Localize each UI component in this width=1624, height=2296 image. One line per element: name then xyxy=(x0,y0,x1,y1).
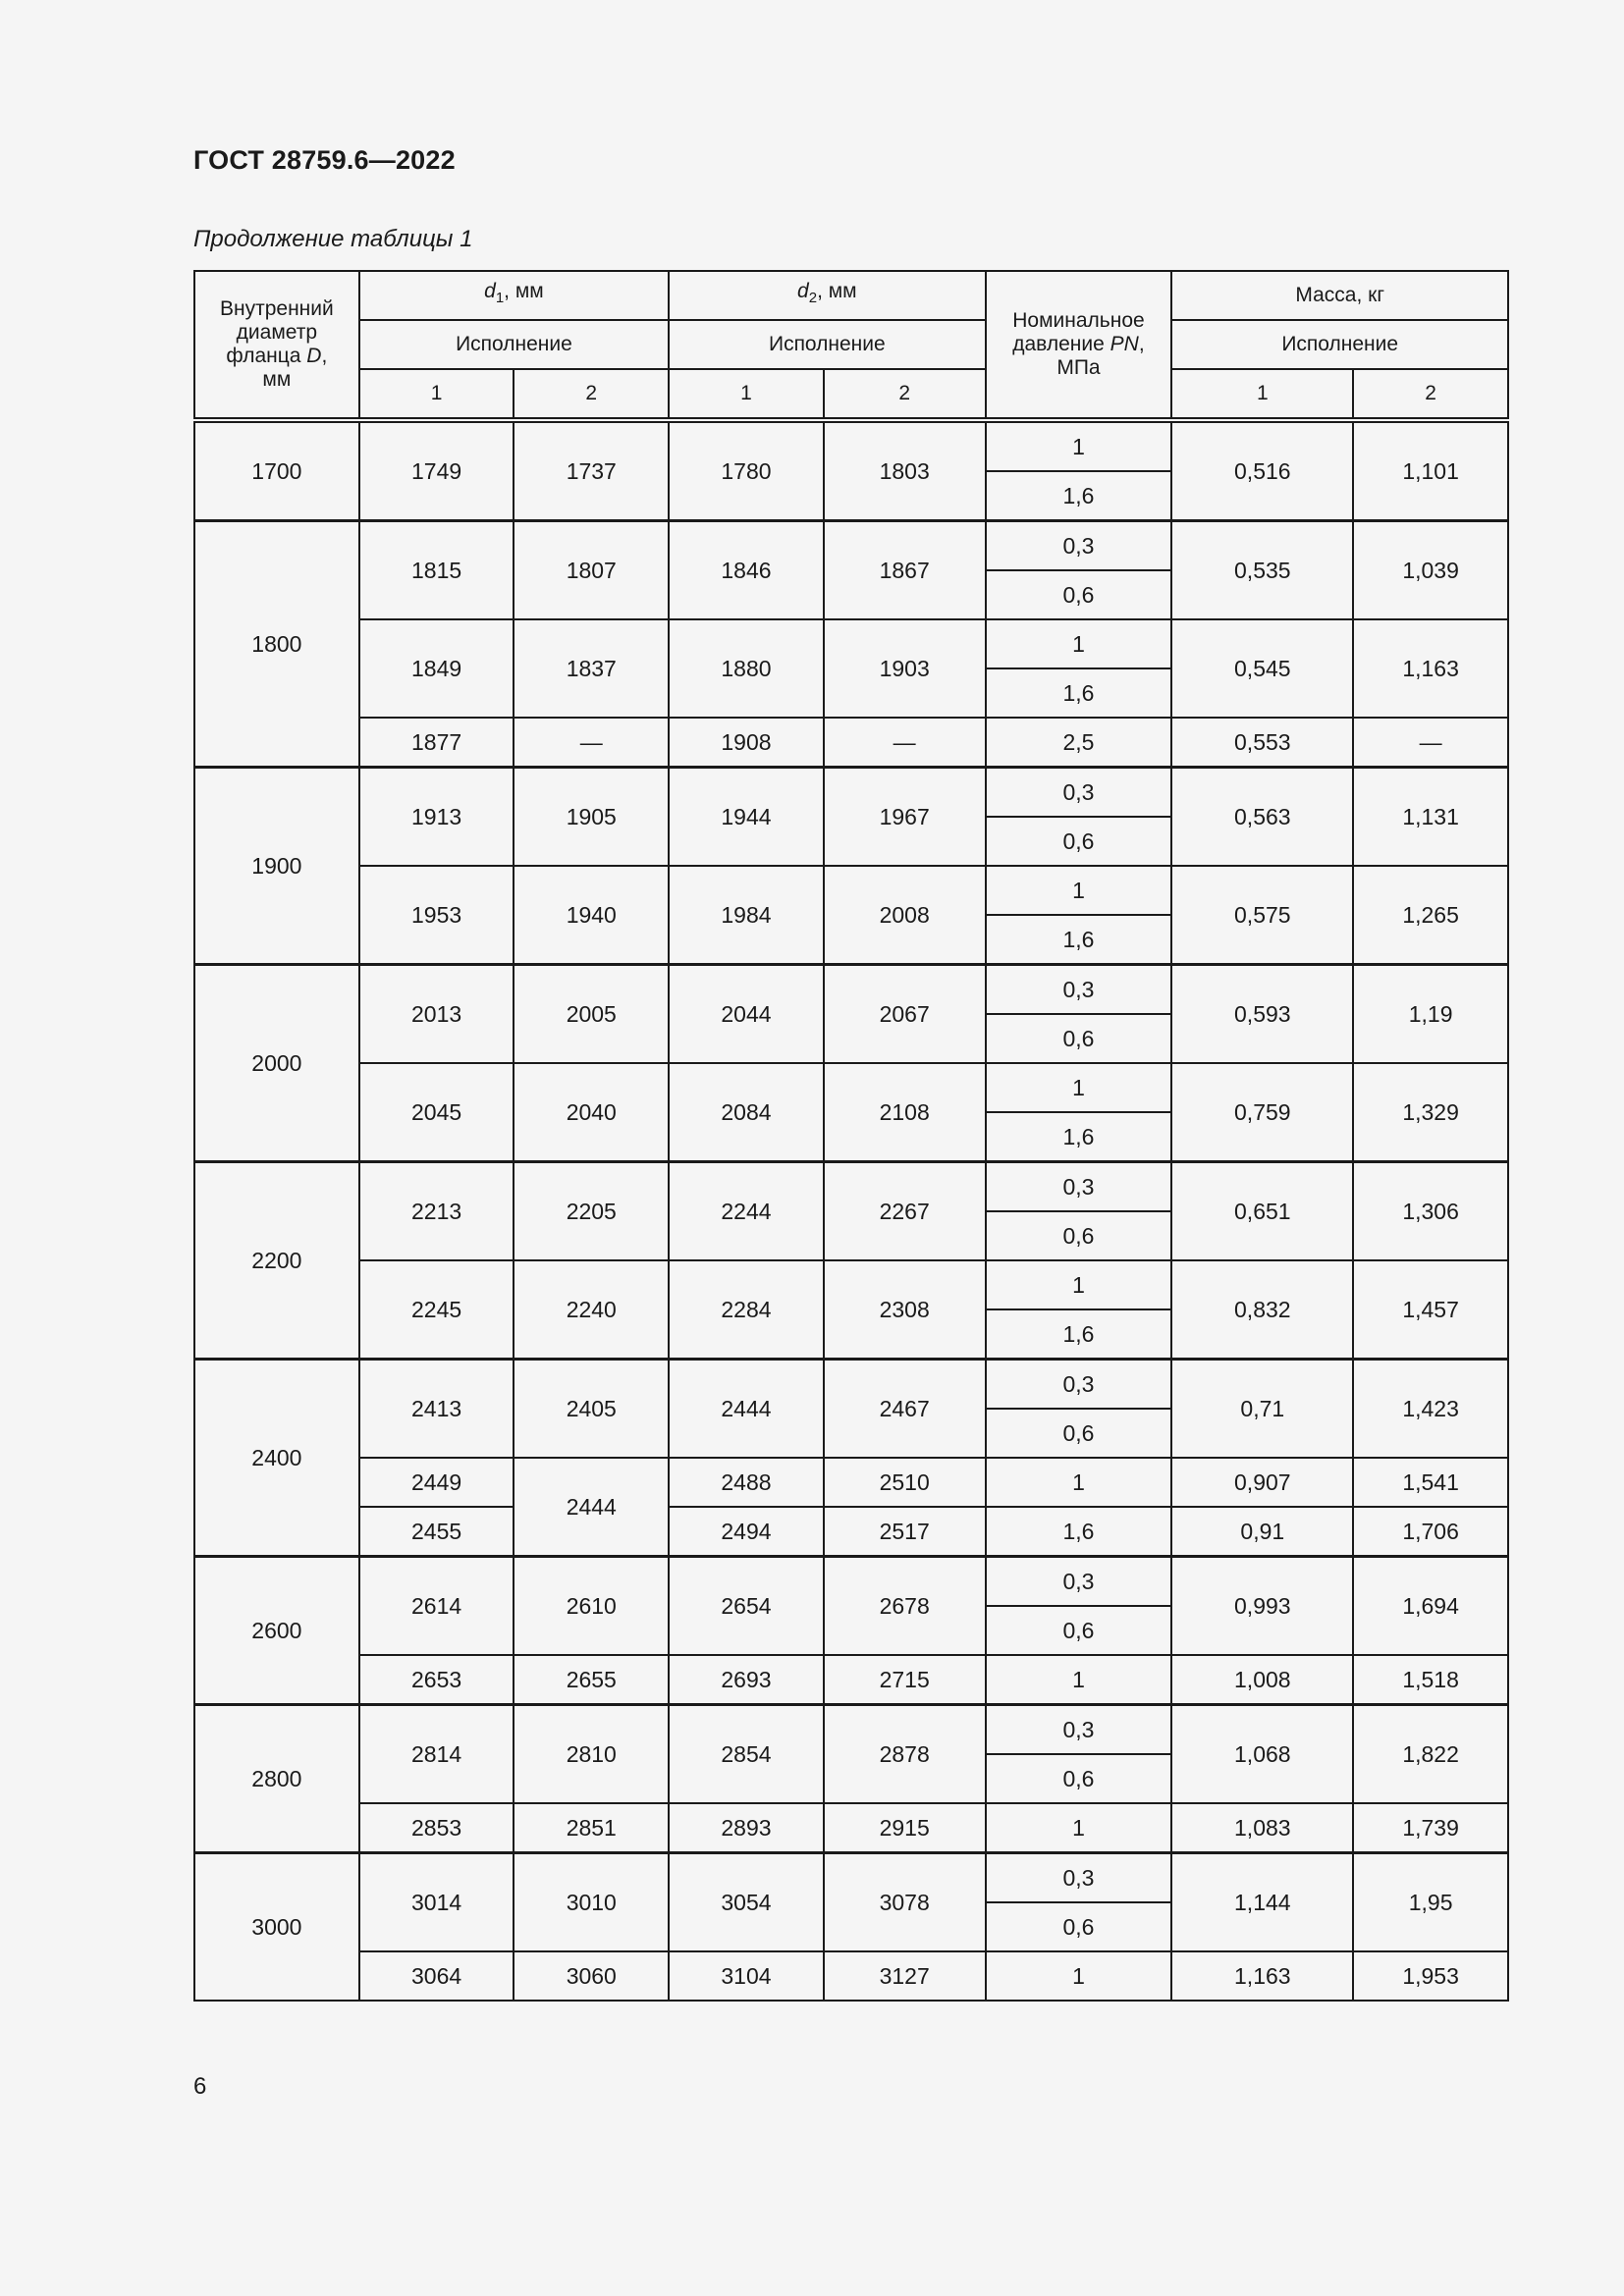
cell-d1-2: 2851 xyxy=(514,1803,669,1853)
cell-mass-1: 0,553 xyxy=(1171,718,1353,768)
cell-pn: 0,3 xyxy=(986,965,1172,1015)
cell-d1-2: 1905 xyxy=(514,768,669,867)
table-row xyxy=(194,1803,1508,1853)
cell-mass-2: 1,329 xyxy=(1353,1063,1508,1162)
cell-pn: 1 xyxy=(986,1655,1172,1705)
header-d1-exec-2: 2 xyxy=(514,369,669,420)
cell-pn: 0,3 xyxy=(986,768,1172,818)
header-mass-exec-2: 2 xyxy=(1353,369,1508,420)
cell-d2-2: 2067 xyxy=(824,965,986,1064)
cell-d1-2: 3060 xyxy=(514,1951,669,2001)
cell-d1-1: 1913 xyxy=(359,768,514,867)
cell-d1-1: 2853 xyxy=(359,1803,514,1853)
cell-d2-1: 2693 xyxy=(669,1655,824,1705)
table-row xyxy=(194,521,1508,571)
table-row xyxy=(194,1951,1508,2001)
cell-pn: 0,6 xyxy=(986,1014,1172,1063)
cell-d1-2: 1940 xyxy=(514,866,669,965)
cell-d1-2: — xyxy=(514,718,669,768)
cell-d2-1: 1780 xyxy=(669,420,824,521)
cell-pn: 1 xyxy=(986,1951,1172,2001)
cell-pn: 0,6 xyxy=(986,1754,1172,1803)
cell-mass-1: 1,163 xyxy=(1171,1951,1353,2001)
cell-mass-2: 1,423 xyxy=(1353,1360,1508,1459)
cell-mass-2: 1,518 xyxy=(1353,1655,1508,1705)
cell-mass-1: 0,759 xyxy=(1171,1063,1353,1162)
cell-pn: 2,5 xyxy=(986,718,1172,768)
cell-mass-1: 0,575 xyxy=(1171,866,1353,965)
table-row xyxy=(194,619,1508,668)
cell-pn: 1,6 xyxy=(986,471,1172,521)
table-row xyxy=(194,1162,1508,1212)
cell-mass-1: 1,008 xyxy=(1171,1655,1353,1705)
cell-mass-1: 0,832 xyxy=(1171,1260,1353,1360)
cell-mass-1: 0,993 xyxy=(1171,1557,1353,1656)
cell-pn: 0,6 xyxy=(986,570,1172,619)
header-d1: $d_1$, мм xyxy=(359,271,669,320)
table-row xyxy=(194,1507,1508,1557)
cell-d2-1: 2654 xyxy=(669,1557,824,1656)
cell-d2-1: 1944 xyxy=(669,768,824,867)
cell-mass-2: 1,306 xyxy=(1353,1162,1508,1261)
cell-d2-2: 2678 xyxy=(824,1557,986,1656)
cell-pn: 1 xyxy=(986,1803,1172,1853)
cell-d1-2: 1737 xyxy=(514,420,669,521)
cell-pn: 1 xyxy=(986,1063,1172,1112)
table-row xyxy=(194,1260,1508,1309)
table-row xyxy=(194,420,1508,471)
cell-d2-2: 3127 xyxy=(824,1951,986,2001)
cell-d1-1: 3014 xyxy=(359,1853,514,1952)
cell-d2-2: 2715 xyxy=(824,1655,986,1705)
cell-pn: 0,6 xyxy=(986,1211,1172,1260)
cell-d2-2: 2467 xyxy=(824,1360,986,1459)
cell-d1-1: 2455 xyxy=(359,1507,514,1557)
cell-d2-2: 1803 xyxy=(824,420,986,521)
header-d2-exec-2: 2 xyxy=(824,369,986,420)
cell-d2-2: 2915 xyxy=(824,1803,986,1853)
cell-pn: 1,6 xyxy=(986,915,1172,965)
cell-mass-1: 0,516 xyxy=(1171,420,1353,521)
cell-d1-2: 3010 xyxy=(514,1853,669,1952)
cell-pn: 0,6 xyxy=(986,1606,1172,1655)
cell-d2-1: 1984 xyxy=(669,866,824,965)
cell-d1-2: 1837 xyxy=(514,619,669,718)
cell-diameter: 2400 xyxy=(194,1360,359,1557)
cell-mass-2: 1,694 xyxy=(1353,1557,1508,1656)
table-caption: Продолжение таблицы 1 xyxy=(193,226,473,252)
cell-pn: 0,3 xyxy=(986,1162,1172,1212)
cell-d1-1: 2814 xyxy=(359,1705,514,1804)
cell-d2-2: 1967 xyxy=(824,768,986,867)
cell-d1-2: 2005 xyxy=(514,965,669,1064)
table-row xyxy=(194,866,1508,915)
cell-d2-1: 1846 xyxy=(669,521,824,620)
cell-d1-1: 2449 xyxy=(359,1458,514,1507)
page-number: 6 xyxy=(193,2073,207,2100)
cell-d1-2: 2205 xyxy=(514,1162,669,1261)
cell-mass-1: 0,91 xyxy=(1171,1507,1353,1557)
cell-d2-1: 2284 xyxy=(669,1260,824,1360)
cell-d1-1: 1749 xyxy=(359,420,514,521)
table-row xyxy=(194,1063,1508,1112)
cell-diameter: 1800 xyxy=(194,521,359,768)
table-row xyxy=(194,1705,1508,1755)
table-row xyxy=(194,718,1508,768)
cell-mass-2: — xyxy=(1353,718,1508,768)
cell-d1-2: 2240 xyxy=(514,1260,669,1360)
cell-d1-1: 2013 xyxy=(359,965,514,1064)
cell-d2-2: 2308 xyxy=(824,1260,986,1360)
cell-d1-1: 2045 xyxy=(359,1063,514,1162)
cell-d2-2: 2008 xyxy=(824,866,986,965)
cell-mass-2: 1,265 xyxy=(1353,866,1508,965)
flange-dimensions-table xyxy=(193,270,1509,2002)
cell-mass-2: 1,039 xyxy=(1353,521,1508,620)
cell-mass-2: 1,457 xyxy=(1353,1260,1508,1360)
cell-pn: 1 xyxy=(986,619,1172,668)
cell-mass-2: 1,101 xyxy=(1353,420,1508,521)
cell-d2-1: 2494 xyxy=(669,1507,824,1557)
cell-d2-1: 2854 xyxy=(669,1705,824,1804)
cell-pn: 1,6 xyxy=(986,1112,1172,1162)
header-d1-execution: Исполнение xyxy=(359,320,669,369)
cell-d2-2: 1867 xyxy=(824,521,986,620)
cell-pn: 1,6 xyxy=(986,1507,1172,1557)
cell-d1-1: 2413 xyxy=(359,1360,514,1459)
table-row xyxy=(194,1557,1508,1607)
cell-d2-2: 2510 xyxy=(824,1458,986,1507)
cell-d1-2: 2444 xyxy=(514,1458,669,1557)
cell-pn: 1 xyxy=(986,1458,1172,1507)
cell-diameter: 1900 xyxy=(194,768,359,965)
cell-diameter: 2800 xyxy=(194,1705,359,1853)
cell-mass-2: 1,131 xyxy=(1353,768,1508,867)
cell-d2-2: 3078 xyxy=(824,1853,986,1952)
cell-diameter: 2600 xyxy=(194,1557,359,1705)
cell-d2-2: 2517 xyxy=(824,1507,986,1557)
cell-d1-1: 1877 xyxy=(359,718,514,768)
cell-mass-1: 0,545 xyxy=(1171,619,1353,718)
cell-mass-1: 0,593 xyxy=(1171,965,1353,1064)
cell-pn: 0,3 xyxy=(986,521,1172,571)
cell-mass-2: 1,739 xyxy=(1353,1803,1508,1853)
cell-pn: 1 xyxy=(986,866,1172,915)
cell-d2-1: 2444 xyxy=(669,1360,824,1459)
table-row xyxy=(194,768,1508,818)
cell-d1-1: 1849 xyxy=(359,619,514,718)
cell-d2-2: 2878 xyxy=(824,1705,986,1804)
header-d2: $d_2$, мм xyxy=(669,271,985,320)
cell-pn: 1,6 xyxy=(986,668,1172,718)
cell-d2-1: 2244 xyxy=(669,1162,824,1261)
cell-mass-1: 1,144 xyxy=(1171,1853,1353,1952)
cell-d2-1: 1880 xyxy=(669,619,824,718)
cell-d2-2: — xyxy=(824,718,986,768)
cell-pn: 1,6 xyxy=(986,1309,1172,1360)
cell-d1-2: 1807 xyxy=(514,521,669,620)
cell-d1-2: 2040 xyxy=(514,1063,669,1162)
cell-pn: 1 xyxy=(986,420,1172,471)
cell-d1-2: 2810 xyxy=(514,1705,669,1804)
cell-d1-1: 3064 xyxy=(359,1951,514,2001)
table-row xyxy=(194,1458,1508,1507)
cell-d1-1: 2213 xyxy=(359,1162,514,1261)
cell-d1-1: 1953 xyxy=(359,866,514,965)
cell-d2-1: 2488 xyxy=(669,1458,824,1507)
cell-mass-2: 1,953 xyxy=(1353,1951,1508,2001)
cell-mass-2: 1,19 xyxy=(1353,965,1508,1064)
cell-d2-1: 3054 xyxy=(669,1853,824,1952)
cell-diameter: 1700 xyxy=(194,420,359,521)
cell-d1-1: 2653 xyxy=(359,1655,514,1705)
cell-diameter: 3000 xyxy=(194,1853,359,2002)
header-d1-exec-1: 1 xyxy=(359,369,514,420)
cell-d1-1: 2245 xyxy=(359,1260,514,1360)
cell-d2-1: 2084 xyxy=(669,1063,824,1162)
cell-pn: 0,3 xyxy=(986,1853,1172,1903)
cell-pn: 0,3 xyxy=(986,1360,1172,1410)
cell-mass-1: 1,083 xyxy=(1171,1803,1353,1853)
table-row xyxy=(194,1655,1508,1705)
document-header: ГОСТ 28759.6—2022 xyxy=(193,145,456,175)
header-nominal-pressure: Номинальное давление PN, МПа xyxy=(986,271,1172,420)
cell-d1-2: 2655 xyxy=(514,1655,669,1705)
table-row xyxy=(194,1360,1508,1410)
cell-mass-2: 1,95 xyxy=(1353,1853,1508,1952)
cell-d2-2: 2267 xyxy=(824,1162,986,1261)
cell-mass-1: 0,563 xyxy=(1171,768,1353,867)
cell-mass-2: 1,541 xyxy=(1353,1458,1508,1507)
cell-d1-1: 2614 xyxy=(359,1557,514,1656)
cell-d1-2: 2610 xyxy=(514,1557,669,1656)
cell-mass-2: 1,163 xyxy=(1353,619,1508,718)
cell-diameter: 2200 xyxy=(194,1162,359,1360)
cell-pn: 0,3 xyxy=(986,1557,1172,1607)
cell-d2-1: 2044 xyxy=(669,965,824,1064)
cell-mass-1: 1,068 xyxy=(1171,1705,1353,1804)
table-row xyxy=(194,1853,1508,1903)
cell-pn: 0,3 xyxy=(986,1705,1172,1755)
cell-mass-2: 1,706 xyxy=(1353,1507,1508,1557)
cell-mass-1: 0,71 xyxy=(1171,1360,1353,1459)
cell-mass-1: 0,535 xyxy=(1171,521,1353,620)
cell-mass-1: 0,907 xyxy=(1171,1458,1353,1507)
cell-d1-1: 1815 xyxy=(359,521,514,620)
header-d2-exec-1: 1 xyxy=(669,369,824,420)
cell-pn: 0,6 xyxy=(986,1409,1172,1458)
cell-diameter: 2000 xyxy=(194,965,359,1162)
header-mass-exec-1: 1 xyxy=(1171,369,1353,420)
cell-d2-1: 1908 xyxy=(669,718,824,768)
cell-mass-2: 1,822 xyxy=(1353,1705,1508,1804)
cell-d2-2: 1903 xyxy=(824,619,986,718)
header-mass: Масса, кг xyxy=(1171,271,1508,320)
cell-d2-2: 2108 xyxy=(824,1063,986,1162)
header-mass-execution: Исполнение xyxy=(1171,320,1508,369)
header-inner-diameter: Внутренний диаметр фланца D, мм xyxy=(194,271,359,420)
table-row xyxy=(194,965,1508,1015)
cell-d2-1: 3104 xyxy=(669,1951,824,2001)
cell-d1-2: 2405 xyxy=(514,1360,669,1459)
cell-d2-1: 2893 xyxy=(669,1803,824,1853)
cell-pn: 0,6 xyxy=(986,1902,1172,1951)
cell-pn: 0,6 xyxy=(986,817,1172,866)
cell-pn: 1 xyxy=(986,1260,1172,1309)
header-d2-execution: Исполнение xyxy=(669,320,985,369)
cell-mass-1: 0,651 xyxy=(1171,1162,1353,1261)
